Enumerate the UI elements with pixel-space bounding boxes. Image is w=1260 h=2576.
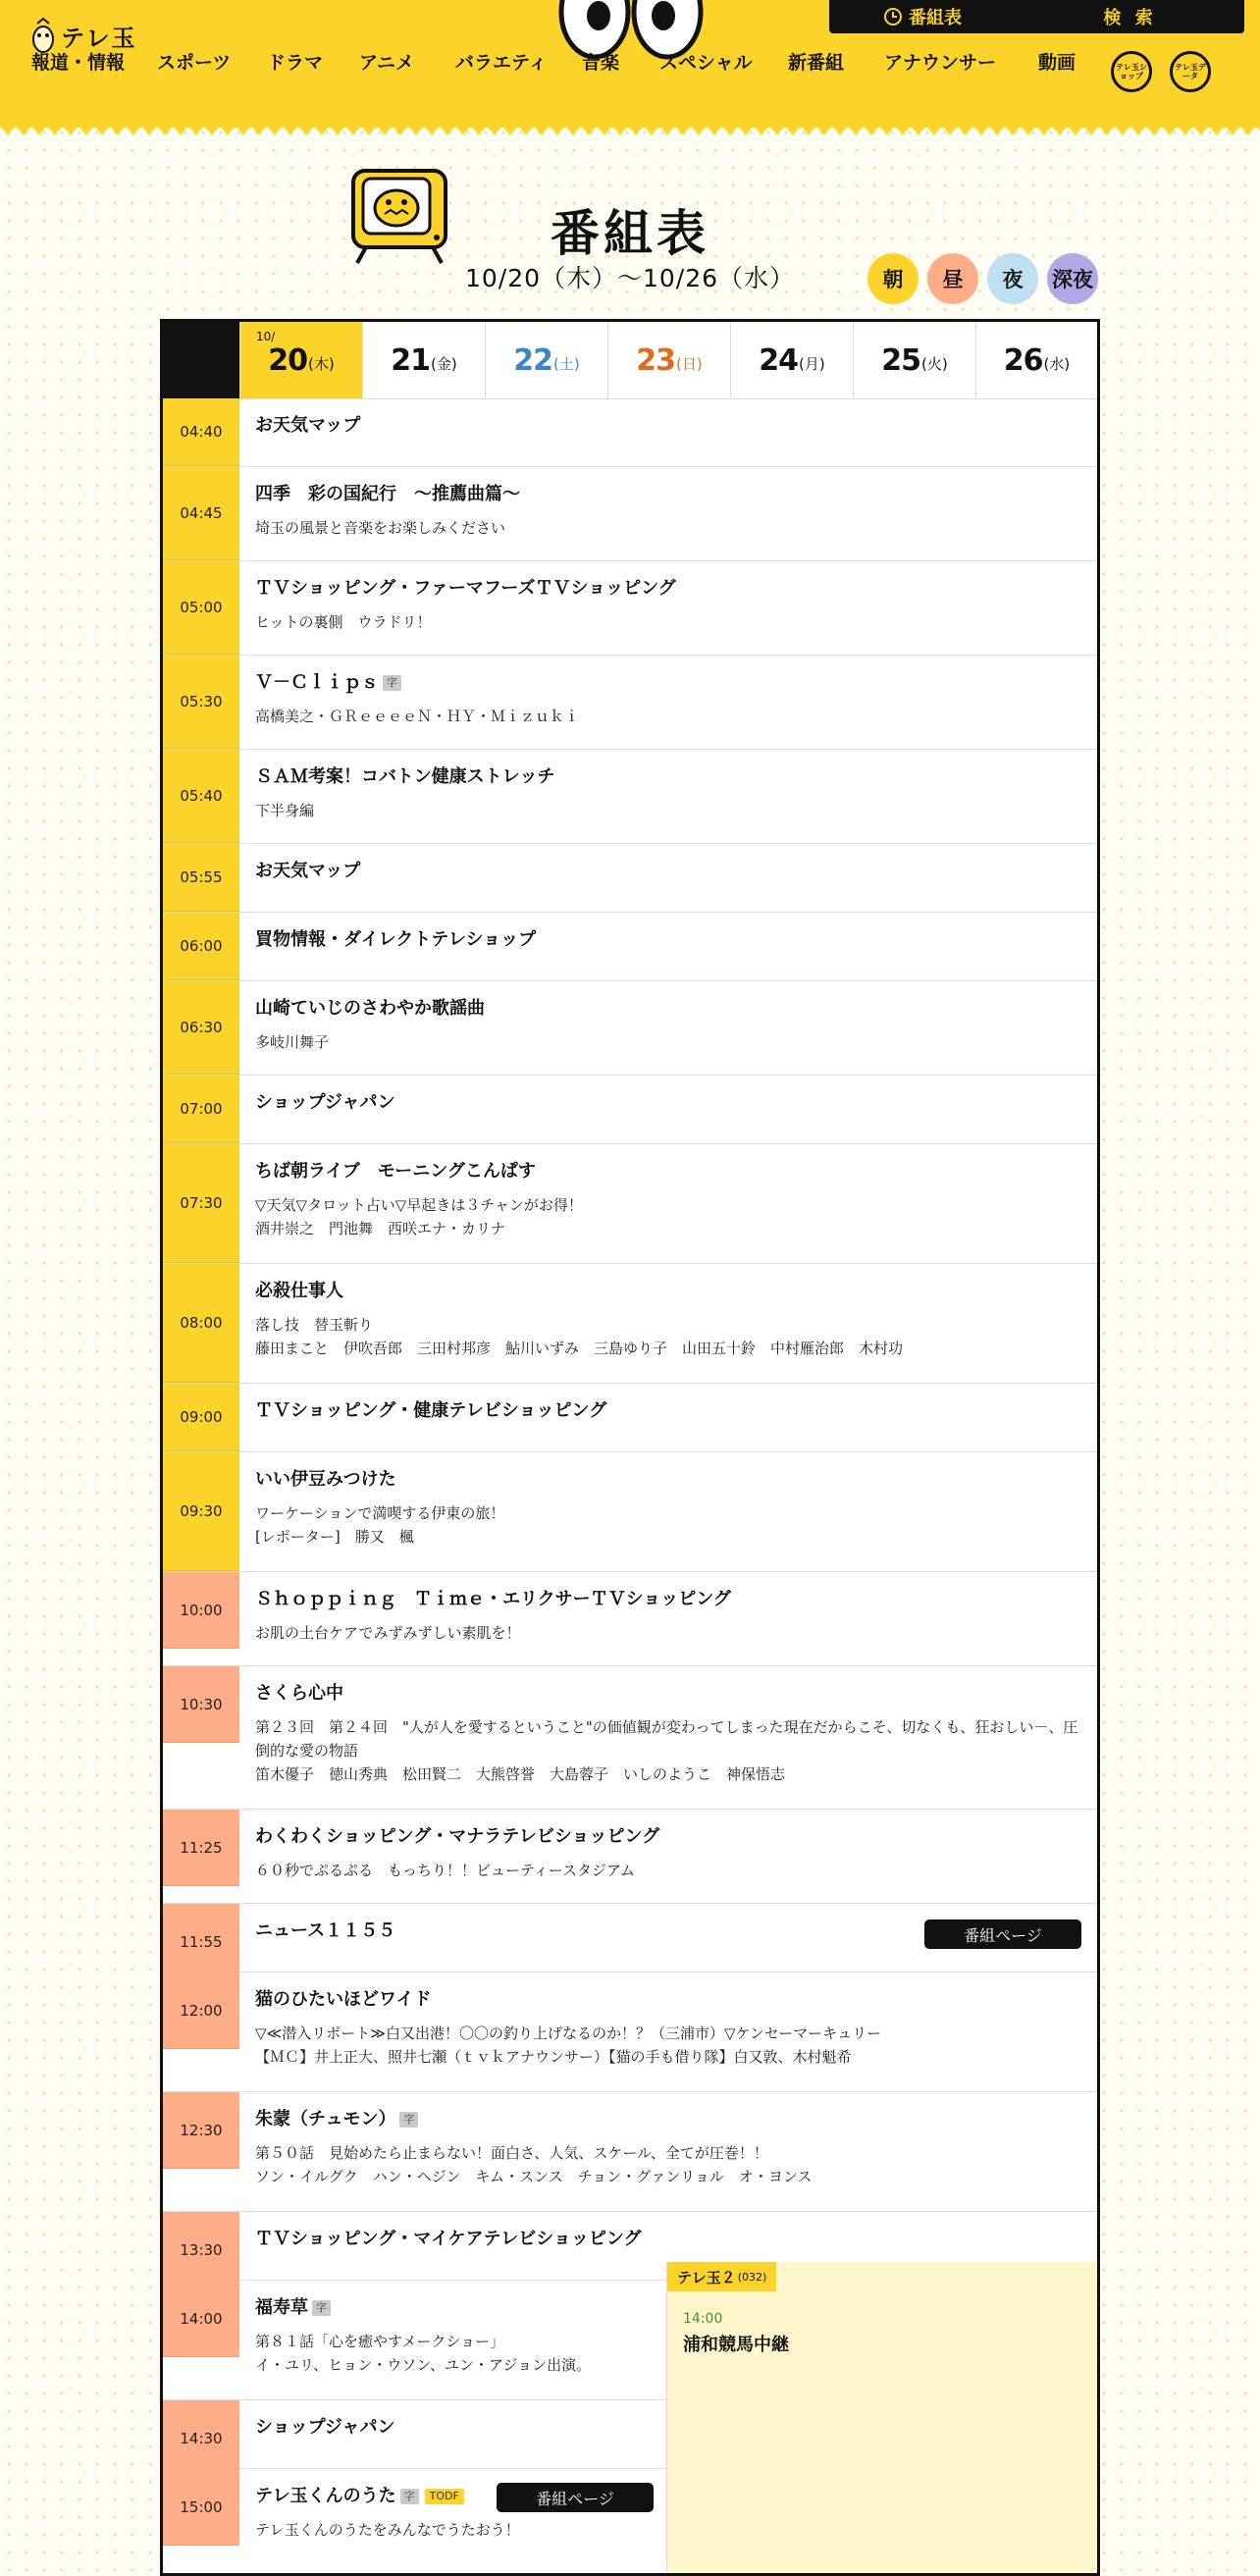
nav-icon-links — [1111, 51, 1211, 92]
sub-channel-program-title[interactable]: 浦和競馬中継 — [683, 2335, 789, 2355]
program-info — [255, 414, 1081, 438]
program-description: ６０秒でぷるぷる もっちり！！ビューティースタジアム — [255, 1862, 636, 1879]
program-description: ▽天気▽タロット占い▽早起きは３チャンがお得！ — [255, 1196, 583, 1214]
program-description: ソン・イルグク ハン・ヘジン キム・スンス チョン・グァンリョル オ・ヨンス — [255, 2168, 813, 2185]
program-time: 05:40 — [163, 750, 239, 843]
program-row[interactable] — [163, 1144, 1097, 1264]
day-tab-number: 24 — [759, 342, 799, 378]
todf-badge: TODF — [425, 2489, 464, 2504]
program-time: 07:00 — [163, 1076, 239, 1143]
program-title[interactable]: さくら心中 — [255, 1683, 343, 1704]
program-page-button[interactable]: 番組ページ — [924, 1919, 1081, 1949]
program-info — [255, 997, 1081, 1054]
nav-item-new-programs[interactable]: 新番組 — [788, 51, 845, 74]
program-description: テレ玉くんのうたをみんなでうたおう！ — [255, 2521, 520, 2539]
program-time: 13:30 — [163, 2212, 239, 2288]
caption-badge: 字 — [383, 675, 401, 691]
nav-item-sports[interactable]: スポーツ — [157, 51, 232, 74]
schedule-link-label: 番組表 — [909, 8, 962, 28]
sub-channel-badge — [667, 2262, 776, 2291]
program-title[interactable]: ＳＡＭ考案！コバトン健康ストレッチ — [255, 766, 555, 787]
program-time: 15:00 — [163, 2469, 239, 2546]
day-tab-weekday: (火) — [921, 354, 948, 373]
program-row[interactable] — [163, 656, 1097, 750]
program-row[interactable] — [163, 561, 1097, 656]
program-description: 多岐川舞子 — [255, 1033, 330, 1051]
day-tab-weekday: (日) — [676, 354, 703, 373]
program-description: 【ＭＣ】井上正大、照井七瀬（ｔｖｋアナウンサー）【猫の手も借り隊】白又敦、木村魁希 — [255, 2048, 852, 2066]
program-description: 落し技 替玉斬り — [255, 1316, 374, 1334]
program-time: 09:30 — [163, 1452, 239, 1571]
sub-channel-name: テレ玉２ — [677, 2268, 736, 2287]
program-row[interactable] — [163, 1904, 1097, 1972]
program-row[interactable] — [163, 750, 1097, 844]
program-title[interactable]: お天気マップ — [255, 415, 361, 436]
day-tab-weekday: (木) — [308, 354, 335, 373]
logo-text: テレ玉 — [61, 24, 137, 52]
program-title[interactable]: ＴＶショッピング・マイケアテレビショッピング — [255, 2229, 642, 2249]
program-time: 05:55 — [163, 844, 239, 912]
program-time: 08:00 — [163, 1264, 239, 1383]
page-title: 番組表 — [551, 205, 709, 262]
program-description: [レポーター] 勝又 楓 — [255, 1528, 414, 1546]
program-info — [255, 1825, 1081, 1882]
program-title[interactable]: いい伊豆みつけた — [255, 1469, 396, 1490]
day-tab-20[interactable] — [239, 322, 362, 398]
nav-item-variety[interactable]: バラエティ — [455, 51, 548, 74]
day-tab-23[interactable] — [607, 322, 730, 398]
program-info — [255, 2108, 1081, 2188]
program-time: 06:00 — [163, 913, 239, 980]
program-description: 第２３回 第２４回 "人が人を愛するということ"の価値観が変わってしまった現在だからこそ、切なくも、狂おしい－、圧倒的な愛の物語 — [255, 1718, 1078, 1760]
day-tab-number: 20 — [268, 342, 308, 378]
day-tab-number: 23 — [636, 342, 676, 378]
program-title-line — [255, 1682, 1081, 1706]
program-title[interactable]: ショップジャパン — [255, 2417, 395, 2438]
program-title[interactable]: 山崎ていじのさわやか歌謡曲 — [255, 998, 485, 1019]
program-info — [255, 483, 1081, 540]
program-time: 09:00 — [163, 1384, 239, 1451]
program-title[interactable]: お天気マップ — [255, 861, 361, 881]
program-title[interactable]: Ｓｈｏｐｐｉｎｇ Ｔｉｍｅ・エリクサーＴＶショッピング — [255, 1589, 731, 1609]
program-title[interactable]: ＴＶショッピング・健康テレビショッピング — [255, 1400, 607, 1421]
program-info — [255, 671, 1081, 728]
program-title-line — [255, 2108, 1081, 2131]
search-link[interactable]: 検 索 — [1103, 8, 1157, 28]
program-page-button[interactable]: 番組ページ — [497, 2483, 654, 2512]
nav-item-anime[interactable]: アニメ — [359, 51, 415, 74]
program-title-line — [255, 577, 1081, 601]
program-row[interactable] — [163, 1384, 1097, 1452]
program-row[interactable] — [163, 913, 1097, 981]
program-time: 06:30 — [163, 981, 239, 1075]
program-description: ▽≪潜入リポート≫白又出港！〇〇の釣り上げなるのか！？（三浦市）▽ケンセーマーキュリー — [255, 2024, 882, 2042]
sub-channel-panel[interactable] — [666, 2262, 1098, 2576]
program-row[interactable] — [163, 1972, 1097, 2092]
clock-icon — [883, 7, 903, 26]
program-title-line — [255, 1160, 1081, 1183]
program-title[interactable]: 買物情報・ダイレクトテレショップ — [255, 929, 537, 950]
day-tab-25[interactable] — [853, 322, 975, 398]
program-info — [255, 860, 1081, 883]
program-time: 04:40 — [163, 398, 239, 466]
program-title-line — [255, 997, 1081, 1021]
program-time: 11:55 — [163, 1904, 239, 1980]
program-info — [255, 1160, 1081, 1240]
program-info — [255, 2416, 651, 2440]
utility-bar — [829, 0, 1244, 33]
program-title-line — [255, 765, 1081, 789]
program-info — [255, 765, 1081, 822]
program-time: 07:30 — [163, 1144, 239, 1263]
program-row[interactable] — [163, 1452, 1097, 1572]
program-row[interactable] — [163, 844, 1097, 913]
day-tab-26[interactable] — [975, 322, 1097, 398]
day-tab-weekday: (水) — [1043, 354, 1071, 373]
program-title-line — [255, 1588, 1081, 1611]
data-broadcast-link-icon[interactable] — [1170, 51, 1211, 92]
nav-item-video[interactable]: 動画 — [1038, 51, 1076, 74]
nav-item-music[interactable]: 音楽 — [582, 51, 620, 74]
program-info — [255, 1399, 1081, 1423]
program-title-line — [255, 1091, 1081, 1115]
program-title-line — [255, 2296, 651, 2320]
program-info — [255, 1280, 1081, 1360]
program-title[interactable]: ニュース１１５５ — [255, 1920, 396, 1941]
nav-item-news[interactable]: 報道・情報 — [31, 51, 126, 74]
program-row[interactable] — [163, 981, 1097, 1076]
shop-link-label: テレ玉ショップ — [1116, 63, 1147, 80]
program-time: 12:30 — [163, 2092, 239, 2169]
program-time: 05:00 — [163, 561, 239, 655]
program-description: 下半身編 — [255, 802, 315, 819]
program-time: 14:30 — [163, 2400, 239, 2477]
program-description: 第８１話「心を癒やすメークショー」 — [255, 2333, 505, 2350]
day-tab-number: 25 — [881, 342, 921, 378]
nav-item-drama[interactable]: ドラマ — [267, 51, 324, 74]
program-description: イ・ユリ、ヒョン・ウソン、ユン・アジョン出演。 — [255, 2356, 592, 2374]
program-title-line — [255, 483, 1081, 506]
day-tab-weekday: (月) — [799, 354, 825, 373]
program-row[interactable] — [163, 1572, 1097, 1666]
tod-night-button[interactable]: 夜 — [987, 253, 1038, 304]
program-title-line — [255, 1988, 1081, 2012]
nav-item-announcers[interactable]: アナウンサー — [884, 51, 997, 74]
program-title[interactable]: ＴＶショッピング・ファーマフーズＴＶショッピング — [255, 578, 676, 599]
tod-noon-button[interactable]: 昼 — [927, 253, 978, 304]
day-tab-22[interactable] — [485, 322, 607, 398]
program-row[interactable] — [163, 467, 1097, 561]
caption-badge: 字 — [399, 2112, 418, 2128]
caption-badge: 字 — [312, 2300, 331, 2316]
program-time: 12:00 — [163, 1972, 239, 2049]
program-row[interactable] — [163, 2469, 666, 2576]
day-tab-weekday: (金) — [431, 354, 457, 373]
program-info — [255, 577, 1081, 634]
program-title[interactable]: わくわくショッピング・マナラテレビショッピング — [255, 1826, 660, 1847]
day-tab-weekday: (土) — [553, 354, 580, 373]
program-title-line — [255, 671, 1081, 695]
program-info — [255, 1682, 1081, 1786]
program-title-line — [255, 2228, 1081, 2251]
day-tab-number: 22 — [513, 342, 553, 378]
program-row[interactable] — [163, 1666, 1097, 1810]
program-row[interactable] — [163, 2400, 666, 2469]
program-time: 14:00 — [163, 2281, 239, 2357]
site-header — [0, 0, 1260, 128]
program-row[interactable] — [163, 1810, 1097, 1904]
day-tabs — [163, 322, 1097, 399]
nav-item-special[interactable]: スペシャル — [659, 51, 753, 74]
program-description: 埼玉の風景と音楽をお楽しみください — [255, 519, 506, 537]
program-row[interactable] — [163, 2281, 666, 2400]
program-title[interactable]: テレ玉くんのうた — [255, 2486, 396, 2506]
program-description: 第５０話 見始めたら止まらない！面白さ、人気、スケール、全てが圧巻！！ — [255, 2144, 768, 2162]
program-row[interactable] — [163, 1264, 1097, 1384]
header-zigzag-edge — [0, 126, 1260, 145]
program-description: お肌の土台ケアでみずみずしい素肌を！ — [255, 1624, 521, 1642]
caption-badge: 字 — [400, 2489, 419, 2504]
day-tabs-corner — [163, 322, 239, 398]
program-title-line — [255, 1280, 1081, 1303]
program-description: 藤田まこと 伊吹吾郎 三田村邦彦 鮎川いずみ 三島ゆり子 山田五十鈴 中村雁治郎 木村功 — [255, 1340, 904, 1357]
program-title-line — [255, 1825, 1081, 1849]
program-info — [255, 1588, 1081, 1645]
program-title-line — [255, 1468, 1081, 1492]
date-range: 10/20（木）〜10/26（水） — [464, 264, 796, 292]
program-time: 11:25 — [163, 1810, 239, 1886]
program-title[interactable]: ちば朝ライブ モーニングこんぱす — [255, 1161, 536, 1182]
day-tab-21[interactable] — [362, 322, 485, 398]
sub-channel-start-time: 14:00 — [683, 2311, 723, 2327]
day-tab-number: 21 — [391, 342, 431, 378]
shop-link-icon[interactable] — [1111, 51, 1152, 92]
day-tab-number: 26 — [1003, 342, 1043, 378]
program-time: 04:45 — [163, 467, 239, 560]
program-title[interactable]: 四季 彩の国紀行 ～推薦曲篇～ — [255, 484, 520, 504]
program-title-line — [255, 414, 1081, 438]
program-description: 高橋美之・ＧＲｅｅｅｅＮ・ＨＹ・Ｍｉｚｕｋｉ — [255, 708, 580, 725]
program-title-line — [255, 928, 1081, 952]
program-row[interactable] — [163, 398, 1097, 467]
program-time: 10:30 — [163, 1666, 239, 1743]
program-title-line — [255, 1399, 1081, 1423]
program-description: ヒットの裏側 ウラドリ！ — [255, 613, 432, 631]
program-info — [255, 928, 1081, 952]
program-description: 酒井崇之 門池舞 西咲エナ・カリナ — [255, 1220, 505, 1237]
schedule-link[interactable] — [829, 4, 1016, 29]
program-info — [255, 1988, 1081, 2069]
program-time: 10:00 — [163, 1572, 239, 1649]
program-title[interactable]: 猫のひたいほどワイド — [255, 1989, 432, 2010]
tod-latenight-button[interactable]: 深夜 — [1047, 253, 1098, 304]
program-row[interactable] — [163, 1076, 1097, 1144]
program-description: ワーケーションで満喫する伊東の旅！ — [255, 1504, 505, 1522]
program-title[interactable]: ショップジャパン — [255, 1092, 395, 1113]
program-time: 05:30 — [163, 656, 239, 749]
program-title-line — [255, 860, 1081, 883]
data-broadcast-link-label: テレ玉データ — [1175, 63, 1206, 80]
sub-channel-number: (032) — [737, 2270, 767, 2284]
program-info — [255, 1091, 1081, 1115]
program-row[interactable] — [163, 2092, 1097, 2212]
program-description: 笛木優子 徳山秀典 松田賢二 大熊啓誉 大島蓉子 いしのようこ 神保悟志 — [255, 1765, 786, 1783]
schedule-table — [160, 319, 1100, 2576]
tod-morning-button[interactable]: 朝 — [867, 253, 919, 304]
program-info — [255, 2296, 651, 2377]
program-title-line — [255, 2416, 651, 2440]
program-info — [255, 1468, 1081, 1549]
day-tab-month: 10/ — [256, 330, 276, 343]
program-title[interactable]: 福寿草 — [255, 2297, 308, 2318]
program-title[interactable]: 朱蒙（チュモン） — [255, 2109, 396, 2129]
program-info — [255, 2228, 1081, 2251]
program-title[interactable]: Ｖ－Ｃｌｉｐｓ — [255, 672, 379, 693]
day-tab-24[interactable] — [730, 322, 853, 398]
program-title[interactable]: 必殺仕事人 — [255, 1281, 343, 1301]
